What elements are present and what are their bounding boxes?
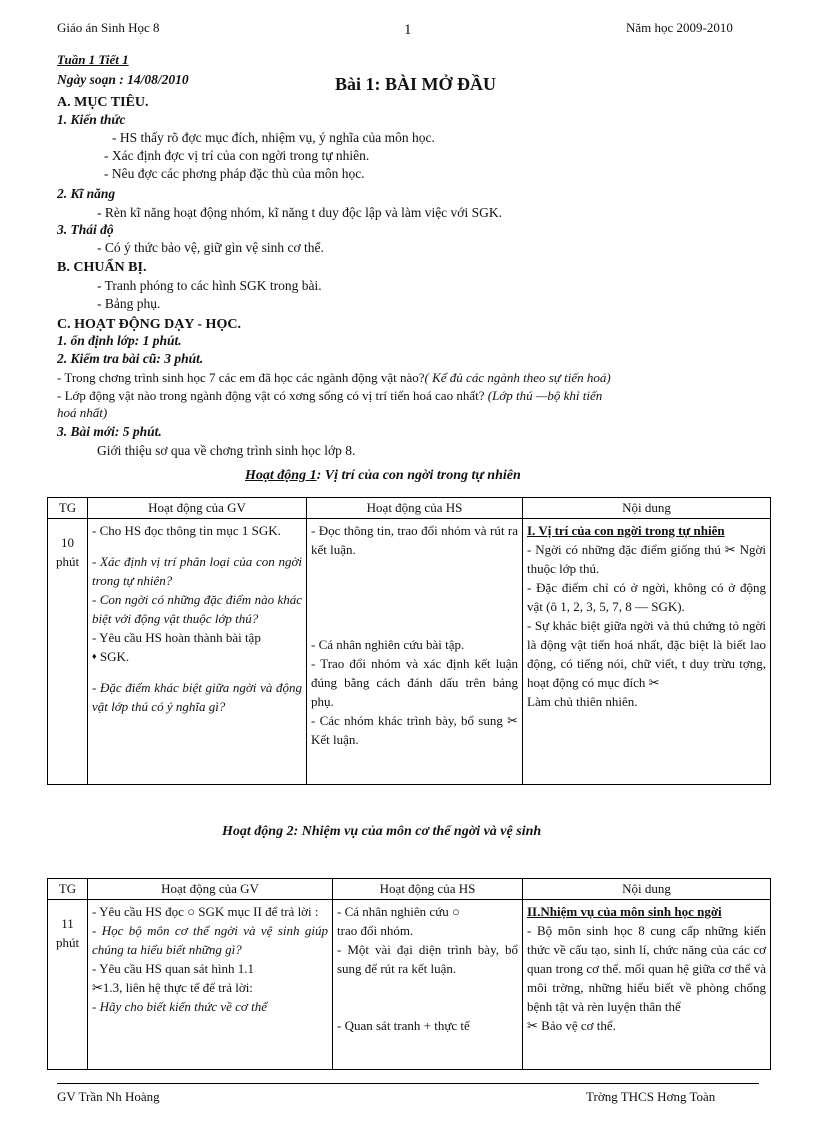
col-header-tg: TG [48, 498, 88, 519]
lesson-title: Bài 1: BÀI MỞ ĐẦU [335, 74, 496, 94]
col-header-gv: Hoạt động của GV [88, 879, 333, 900]
prep-date: Ngày soạn : 14/08/2010 [57, 72, 189, 87]
col-header-hs: Hoạt động của HS [333, 879, 523, 900]
scissors-icon: ✂ [724, 542, 736, 557]
scissors-icon: ✂ [527, 1018, 538, 1033]
footer-right: Trờng THCS Hơng Toàn [586, 1089, 716, 1104]
section-b-title: B. CHUẨN BỊ. [57, 260, 147, 275]
teacher-activity-cell: - Yêu cầu HS đọc ○ SGK mục II để trả lời : - Học bộ môn cơ thể ngời và vệ sinh giúp chúng ta hiểu biết những gì? - Yêu cầu HS quan sát hình 1.1 ✂1.3, liên hệ thực tế để trả lời: - Hãy cho biết kiến thức về cơ thể [88, 900, 333, 1070]
table-header-row [48, 498, 771, 519]
student-activity-cell: - Đọc thông tin, trao đổi nhóm và rút ra kết luận. - Cá nhân nghiên cứu bài tập. - Trao đổi nhóm và xác định kết luận đúng bằng cách đánh dấu trên bảng phụ. - Các nhóm khác trình bày, bổ sung ✂ Kết luận. [307, 519, 523, 785]
review-answer-note-cont: hoá nhất) [57, 405, 108, 420]
col-header-content: Nội dung [523, 879, 771, 900]
scissors-icon: ✂ [92, 980, 103, 995]
review-question-1: - Trong chơng trình sinh học 7 các em đã học các ngành động vật nào?( Kể đủ các ngành theo sự tiến hoá) [57, 370, 611, 385]
knowledge-title: 1. Kiến thức [57, 112, 126, 127]
table-header-row [48, 879, 771, 900]
content-cell: I. Vị trí của con ngời trong tự nhiên - Ngời có những đặc điểm giống thú ✂ Ngời thuộc lớp thú. - Đặc điểm chỉ có ở ngời, không có ở động vật (ô 1, 2, 3, 5, 7, 8 — SGK). - Sự khác biệt giữa ngời và thú chứng tỏ ngời là động vật tiến hoá nhất, đặc biệt là biết lao động, có tiếng nói, chữ viết, t duy trừu tợng, hoạt động có mục đích ✂ Làm chủ thiên nhiên. [523, 519, 771, 785]
activity-1-title: Hoạt động 1: Vị trí của con ngời trong tự nhiên [245, 468, 521, 483]
table-row [48, 519, 771, 785]
activity-1-table [47, 497, 771, 785]
prep-item: - Bảng phụ. [97, 296, 161, 311]
step-2: 2. Kiểm tra bài cũ: 3 phút. [57, 351, 204, 366]
page-number: 1 [404, 22, 412, 38]
header-right: Năm học 2009-2010 [626, 20, 733, 35]
col-header-hs: Hoạt động của HS [307, 498, 523, 519]
attitude-item: - Có ý thức bảo vệ, giữ gìn vệ sinh cơ thể. [97, 240, 324, 255]
circle-icon: ○ [452, 904, 460, 919]
table-row [48, 900, 771, 1070]
footer-divider [57, 1083, 759, 1084]
section-a-title: A. MỤC TIÊU. [57, 95, 149, 110]
footer-left: GV Trần Nh Hoàng [57, 1089, 160, 1104]
knowledge-item: - HS thấy rõ đợc mục đích, nhiệm vụ, ý nghĩa của môn học. [112, 130, 435, 145]
step-1: 1. ổn định lớp: 1 phút. [57, 333, 182, 348]
skills-item: - Rèn kĩ năng hoạt động nhóm, kĩ năng t duy độc lập và làm việc với SGK. [97, 205, 502, 220]
time-cell: 11 phút [48, 900, 88, 1070]
knowledge-item: - Xác định đợc vị trí của con ngời trong tự nhiên. [104, 148, 370, 163]
time-cell: 10 phút [48, 519, 88, 785]
activity-2-table [47, 878, 771, 1070]
week-lesson: Tuần 1 Tiết 1 [57, 52, 129, 67]
circle-icon: ○ [187, 904, 196, 919]
review-question-2: - Lớp động vật nào trong ngành động vật có xơng sống có vị trí tiến hoá cao nhất? (Lớp thú —bộ khỉ tiến [57, 388, 603, 403]
prep-item: - Tranh phóng to các hình SGK trong bài. [97, 278, 322, 293]
col-header-content: Nội dung [523, 498, 771, 519]
review-answer-note: (Lớp thú —bộ khỉ tiến [487, 388, 603, 403]
skills-title: 2. Kĩ năng [57, 186, 116, 201]
scissors-icon: ✂ [648, 675, 660, 690]
col-header-gv: Hoạt động của GV [88, 498, 307, 519]
activity-2-title: Hoạt động 2: Nhiệm vụ của môn cơ thể ngời và vệ sinh [222, 824, 542, 839]
scissors-icon: ✂ [507, 713, 518, 728]
student-activity-cell: - Cá nhân nghiên cứu ○ trao đổi nhóm. - Một vài đại diện trình bày, bổ sung để rút ra kết luận. - Quan sát tranh + thực tế [333, 900, 523, 1070]
diamond-icon: ♦ [92, 651, 97, 661]
step-3: 3. Bài mới: 5 phút. [57, 424, 162, 439]
attitude-title: 3. Thái độ [57, 222, 114, 237]
review-answer-note: ( Kể đủ các ngành theo sự tiến hoá) [424, 370, 611, 385]
content-heading: II.Nhiệm vụ của môn sinh học ngời [527, 904, 722, 919]
col-header-tg: TG [48, 879, 88, 900]
header-left: Giáo án Sinh Học 8 [57, 20, 160, 35]
knowledge-item: - Nêu đợc các phơng pháp đặc thù của môn học. [104, 166, 365, 181]
content-heading: I. Vị trí của con ngời trong tự nhiên [527, 523, 725, 538]
section-c-title: C. HOẠT ĐỘNG DẠY - HỌC. [57, 317, 241, 332]
new-lesson-intro: Giới thiệu sơ qua về chơng trình sinh học lớp 8. [97, 443, 356, 458]
teacher-activity-cell: - Cho HS đọc thông tin mục 1 SGK. - Xác định vị trí phân loại của con ngời trong tự nhiên? - Con ngời có những đặc điểm nào khác biệt với động vật thuộc lớp thú? - Yêu cầu HS hoàn thành bài tập ♦ SGK. - Đặc điểm khác biệt giữa ngời và động vật lớp thú có ý nghĩa gì? [88, 519, 307, 785]
content-cell: II.Nhiệm vụ của môn sinh học ngời - Bộ môn sinh học 8 cung cấp những kiến thức về cấu tạo, sinh lí, chức năng của các cơ quan trong cơ thể. mối quan hệ giữa cơ thể và môi trờng, những hiểu biết về phòng chống bệnh tật và rèn luyện thân thể ✂ Bảo vệ cơ thể. [523, 900, 771, 1070]
